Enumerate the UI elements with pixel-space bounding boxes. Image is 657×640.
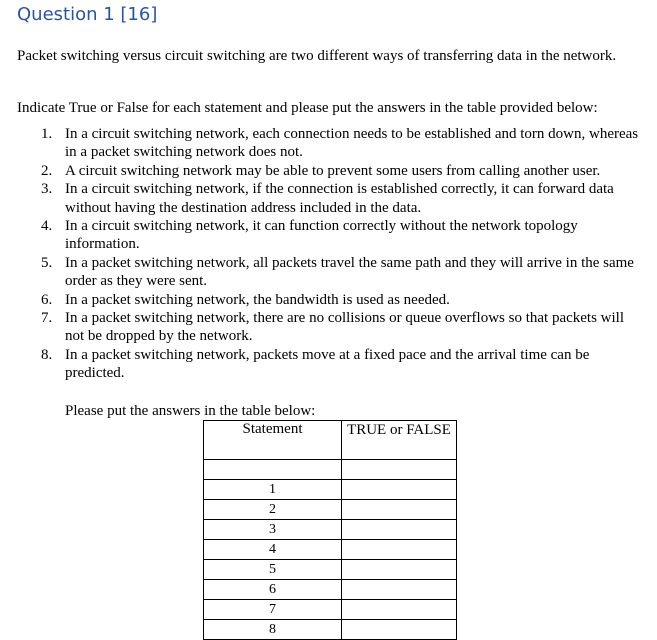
statement-number-cell: 5 [204,560,342,580]
table-header-row [204,421,457,460]
header-statement: Statement [204,421,342,460]
statement-text: In a circuit switching network, it can function correctly without the network topology information. [65,218,578,253]
table-caption: Please put the answers in the table below: [65,403,316,419]
statement-text: In a packet switching network, packets move at a fixed pace and the arrival time can be predicted. [65,346,590,382]
statement-number: 1. [41,126,53,142]
table-row [204,560,457,580]
statement-text: A circuit switching network may be able to prevent some users from calling another user. [65,162,601,179]
statement-item [41,217,641,254]
statement-item [41,254,641,291]
answer-cell[interactable] [342,520,457,540]
statement-number: 5. [41,254,53,271]
table-blank-row [204,460,457,480]
statement-number: 4. [41,218,53,235]
statement-item [41,346,641,383]
statement-number: 7. [41,310,53,327]
answer-cell[interactable] [342,500,457,520]
statement-text: In a circuit switching network, if the connection is established correctly, it can forward data without having the destination address included in the data. [65,181,614,216]
header-true-false: TRUE or FALSE [342,421,457,460]
statement-number-cell: 8 [204,620,342,640]
statement-item [41,125,641,162]
answer-cell[interactable] [342,600,457,620]
statement-number: 6. [41,291,53,308]
statement-item [41,162,641,180]
table-row [204,520,457,540]
intro-paragraph: Packet switching versus circuit switching are two different ways of transferring data in the network. [17,48,617,64]
statement-text: In a packet switching network, there are no collisions or queue overflows so that packets will not be dropped by the network. [65,310,625,345]
table-row [204,580,457,600]
statement-text: In a circuit switching network, each connection needs to be established and torn down, whereas in a packet switching network does not. [65,126,639,161]
statement-number-cell: 4 [204,540,342,560]
answer-cell[interactable] [342,560,457,580]
statement-number: 8. [41,346,53,363]
statement-text: In a packet switching network, the bandwidth is used as needed. [65,291,450,308]
statement-item [41,180,641,217]
answer-cell[interactable] [342,480,457,500]
statement-list [41,125,641,383]
answer-cell[interactable] [342,620,457,640]
statement-item [41,309,641,346]
statement-number-cell: 7 [204,600,342,620]
statement-text: In a packet switching network, all packets travel the same path and they will arrive in the same order as they were sent. [65,254,634,290]
answer-table [203,420,457,640]
statement-number: 2. [41,162,53,179]
table-row [204,540,457,560]
statement-item [41,291,641,309]
answer-cell[interactable] [342,540,457,560]
statement-number-cell: 3 [204,520,342,540]
instruction-paragraph: Indicate True or False for each statement and please put the answers in the table provided below: [17,100,598,116]
table-row [204,600,457,620]
statement-number-cell: 1 [204,480,342,500]
table-row [204,480,457,500]
table-row [204,620,457,640]
statement-number-cell: 2 [204,500,342,520]
statement-number: 3. [41,181,53,198]
table-row [204,500,457,520]
answer-cell[interactable] [342,580,457,600]
question-heading: Question 1 [16] [17,4,158,25]
statement-number-cell: 6 [204,580,342,600]
